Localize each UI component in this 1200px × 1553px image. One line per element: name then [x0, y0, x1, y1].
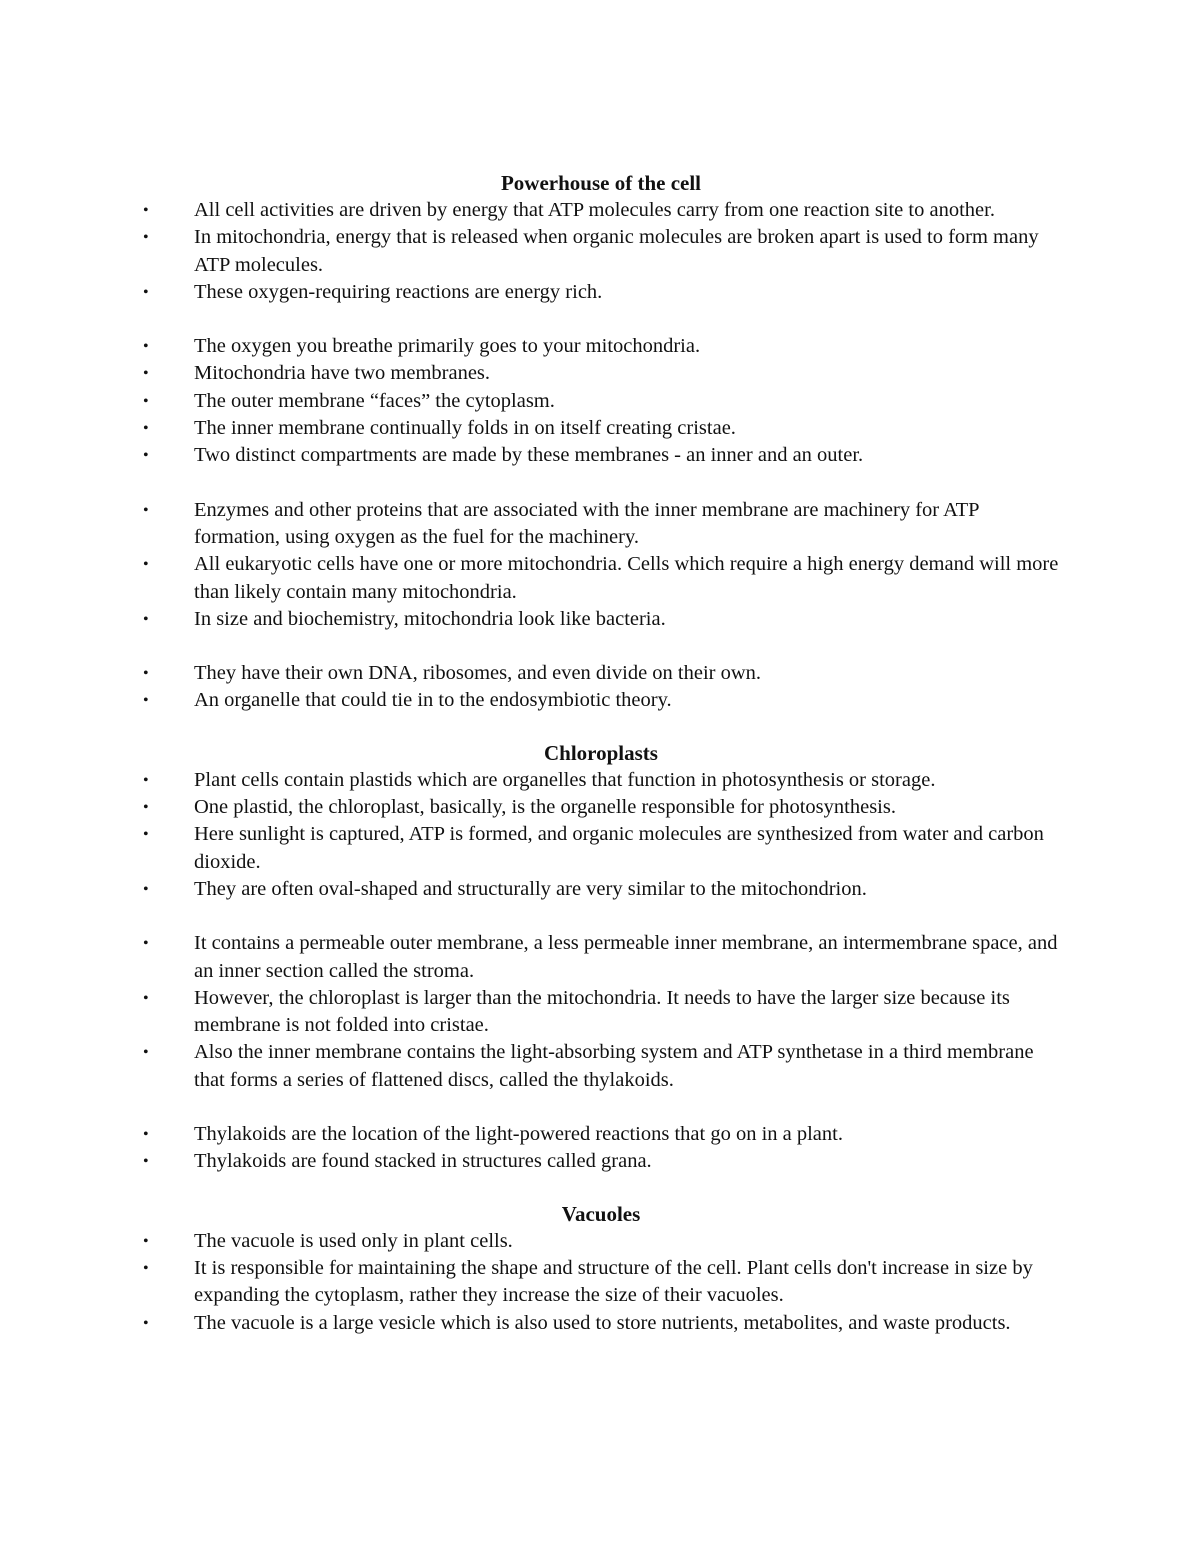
bullet-group: [0, 930, 1200, 1094]
bullet-icon: •: [143, 1044, 149, 1062]
bullet-text: Here sunlight is captured, ATP is formed, and organic molecules are synthesized from water and carbon dioxide.: [194, 823, 1044, 873]
bullet-group: [0, 497, 1200, 633]
bullet-text: They have their own DNA, ribosomes, and even divide on their own.: [194, 662, 762, 685]
bullet-item: [0, 985, 1064, 1040]
bullet-icon: •: [143, 501, 149, 519]
bullet-text: Mitochondria have two membranes.: [194, 362, 491, 385]
bullet-text: All eukaryotic cells have one or more mitochondria. Cells which require a high energy demand will more than likely contain many mitochondria.: [194, 553, 1059, 603]
bullet-item: [0, 660, 1064, 687]
bullet-icon: •: [143, 692, 149, 710]
bullet-group: [0, 767, 1200, 903]
bullet-text: The oxygen you breathe primarily goes to your mitochondria.: [194, 335, 701, 358]
bullet-item: [0, 767, 1064, 794]
bullet-group: [0, 1228, 1200, 1337]
bullet-icon: •: [143, 556, 149, 574]
bullet-text: They are often oval-shaped and structurally are very similar to the mitochondrion.: [194, 877, 867, 900]
bullet-item: [0, 333, 1064, 360]
bullet-text: In size and biochemistry, mitochondria look like bacteria.: [194, 607, 666, 630]
section-title: Chloroplasts: [544, 740, 658, 765]
bullet-icon: •: [143, 1126, 149, 1144]
bullet-icon: •: [143, 826, 149, 844]
bullet-icon: •: [143, 771, 149, 789]
section: [0, 170, 1200, 715]
bullet-icon: •: [143, 799, 149, 817]
bullet-item: [0, 1039, 1064, 1094]
bullet-icon: •: [143, 665, 149, 683]
section: [0, 740, 1200, 1176]
bullet-item: [0, 606, 1064, 633]
bullet-icon: •: [143, 1314, 149, 1332]
bullet-text: All cell activities are driven by energy that ATP molecules carry from one reaction site to another.: [194, 199, 995, 221]
bullet-icon: •: [143, 392, 149, 410]
section-title: Powerhouse of the cell: [500, 171, 702, 195]
bullet-icon: •: [143, 610, 149, 628]
bullet-item: [0, 224, 1064, 279]
bullet-text: The vacuole is used only in plant cells.: [194, 1229, 513, 1252]
bullet-text: Thylakoids are the location of the light-powered reactions that go on in a plant.: [194, 1123, 843, 1146]
bullet-text: However, the chloroplast is larger than the mitochondria. It needs to have the larger size because its membrane is not folded into cristae.: [194, 986, 1010, 1037]
bullet-text: It contains a permeable outer membrane, a less permeable inner membrane, an intermembrane space, and an inner section called the stroma.: [194, 932, 1058, 982]
bullet-group: [0, 197, 1200, 306]
bullet-icon: •: [143, 283, 149, 301]
bullet-text: Two distinct compartments are made by these membranes - an inner and an outer.: [194, 444, 864, 467]
bullet-icon: •: [143, 338, 149, 356]
bullet-icon: •: [143, 447, 149, 465]
bullet-text: An organelle that could tie in to the endosymbiotic theory.: [194, 689, 672, 712]
document-body: [0, 170, 1200, 1337]
bullet-text: Thylakoids are found stacked in structures called grana.: [194, 1150, 652, 1173]
bullet-text: The outer membrane “faces” the cytoplasm.: [194, 389, 555, 412]
bullet-text: Plant cells contain plastids which are organelles that function in photosynthesis or storage.: [194, 768, 936, 791]
bullet-icon: •: [143, 365, 149, 383]
bullet-icon: •: [143, 202, 149, 219]
bullet-item: [0, 497, 1064, 552]
bullet-item: [0, 1228, 1064, 1255]
bullet-group: [0, 333, 1200, 469]
bullet-text: It is responsible for maintaining the shape and structure of the cell. Plant cells don't increase in size by expanding the cytoplasm, rather they increase the size of their vacuoles.: [194, 1256, 1033, 1307]
bullet-item: [0, 442, 1064, 469]
bullet-group: [0, 660, 1200, 715]
bullet-text: One plastid, the chloroplast, basically, is the organelle responsible for photosynthesis.: [194, 796, 896, 819]
bullet-item: [0, 1121, 1064, 1148]
bullet-item: [0, 1310, 1064, 1337]
bullet-item: [0, 551, 1064, 606]
bullet-item: [0, 794, 1064, 821]
bullet-icon: •: [143, 229, 149, 247]
section: [0, 1201, 1200, 1337]
bullet-item: [0, 360, 1064, 387]
bullet-text: Also the inner membrane contains the light-absorbing system and ATP synthetase in a third membrane that forms a series of flattened discs, called the thylakoids.: [194, 1041, 1034, 1091]
bullet-text: The vacuole is a large vesicle which is also used to store nutrients, metabolites, and waste products.: [194, 1311, 1011, 1334]
bullet-icon: •: [143, 989, 149, 1007]
bullet-text: These oxygen-requiring reactions are energy rich.: [194, 280, 603, 303]
bullet-icon: •: [143, 880, 149, 898]
bullet-item: [0, 687, 1064, 714]
bullet-item: [0, 415, 1064, 442]
bullet-icon: •: [143, 420, 149, 438]
bullet-icon: •: [143, 1259, 149, 1277]
bullet-icon: •: [143, 935, 149, 953]
bullet-icon: •: [143, 1232, 149, 1250]
bullet-item: [0, 279, 1064, 306]
bullet-item: [0, 821, 1064, 876]
bullet-item: [0, 1148, 1064, 1175]
bullet-text: The inner membrane continually folds in on itself creating cristae.: [194, 417, 736, 440]
bullet-text: Enzymes and other proteins that are associated with the inner membrane are machinery for ATP formation, using oxygen as the fuel for the machinery.: [194, 498, 979, 548]
bullet-item: [0, 1255, 1064, 1310]
bullet-text: In mitochondria, energy that is released when organic molecules are broken apart is used to form many ATP molecules.: [194, 226, 1039, 276]
bullet-item: [0, 388, 1064, 415]
bullet-icon: •: [143, 1153, 149, 1171]
section-title: Vacuoles: [561, 1201, 641, 1226]
bullet-item: [0, 197, 1064, 224]
bullet-group: [0, 1121, 1200, 1176]
bullet-item: [0, 876, 1064, 903]
bullet-item: [0, 930, 1064, 985]
